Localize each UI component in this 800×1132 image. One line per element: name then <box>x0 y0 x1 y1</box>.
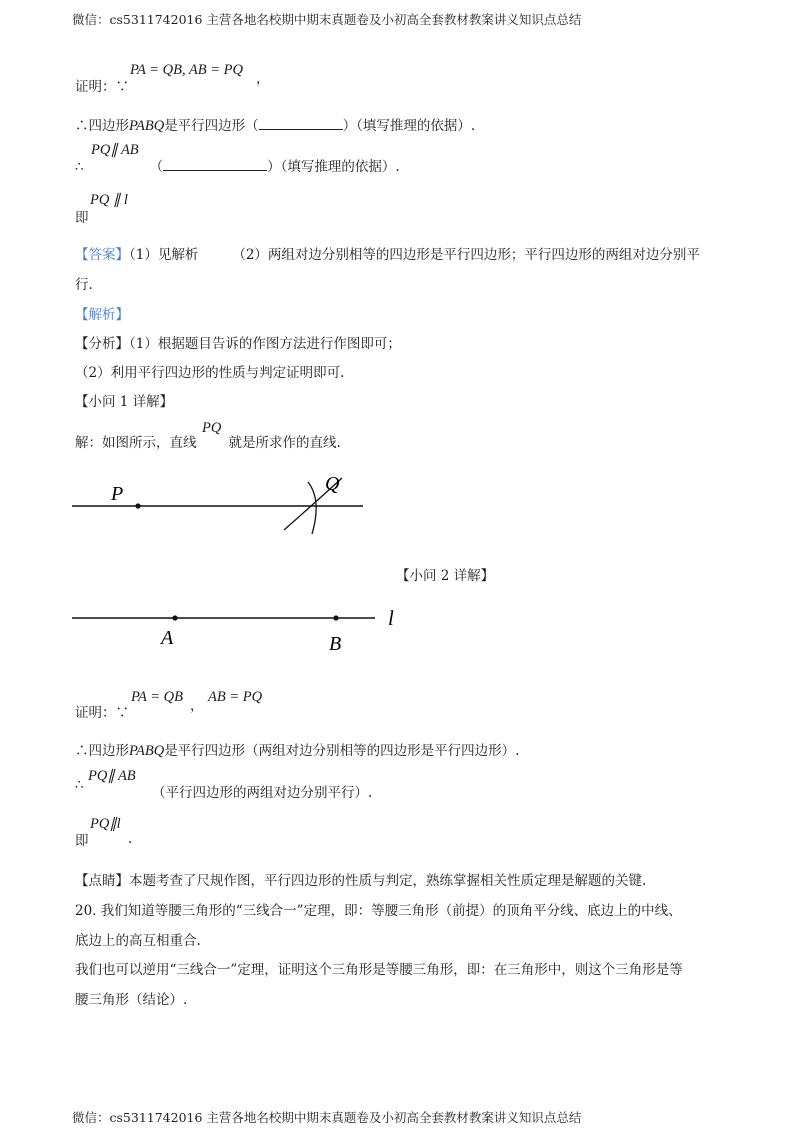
label-b: B <box>329 633 342 655</box>
q20-line3: 我们也可以逆用“三线合一”定理，证明这个三角形是等腰三角形，即：在三角形中，则这个三角形是等 <box>75 962 683 978</box>
conclusion-prefix: 即 <box>75 210 89 226</box>
dianjing-line: 【点睛】本题考查了尺规作图，平行四边形的性质与判定，熟练掌握相关性质定理是解题的关键. <box>75 873 647 889</box>
proof2-line3: （平行四边形的两组对边分别平行）. <box>152 785 373 801</box>
point-p <box>135 503 140 508</box>
proof2-parallel-math: PQ∥ AB <box>88 768 136 784</box>
proof2-math2: AB = PQ <box>208 689 263 705</box>
proof-line-parallelogram: ∴四边形PABQ是平行四边形（ ）（填写推理的依据）. <box>75 118 476 134</box>
given-condition-math: PA = QB, AB = PQ <box>130 62 244 78</box>
proof2-therefore: ∴ <box>75 777 84 793</box>
proof2-prefix: 证明：∵ <box>75 705 129 721</box>
fill-blank-2[interactable] <box>163 158 267 171</box>
proof2-comma: ， <box>190 698 204 714</box>
page-footer: 微信：cs5311742016 主营各地名校期中期末真题卷及小初高全套教材教案讲义知识点总结 <box>72 1110 582 1125</box>
conclusion-math: PQ ∥ l <box>90 192 128 208</box>
q20-line4: 腰三角形（结论）. <box>75 992 188 1008</box>
label-p: P <box>111 483 124 505</box>
point-b <box>333 615 338 620</box>
label-l: l <box>388 606 394 630</box>
given-comma: ， <box>256 71 270 87</box>
analysis-tag: 【解析】 <box>75 307 129 323</box>
sub1-math: PQ <box>202 420 222 436</box>
proof2-conclusion-prefix: 即 <box>75 833 89 849</box>
sub1-line: 解：如图所示，直线 就是所求作的直线. <box>75 435 341 451</box>
q20-line1: 20. 我们知道等腰三角形的“三线合一”定理，即：等腰三角形（前提）的顶角平分线、底边上的中线、 <box>75 903 682 919</box>
answer-cont: 行. <box>75 277 93 293</box>
sub1-title: 【小问 1 详解】 <box>75 394 174 410</box>
fenxi-line2: （2）利用平行四边形的性质与判定证明即可. <box>75 365 345 381</box>
fenxi-line1: 【分析】（1）根据题目告诉的作图方法进行作图即可； <box>75 336 401 352</box>
construction-figure <box>60 462 380 542</box>
parallel-math: PQ∥ AB <box>91 142 139 158</box>
line-l-figure <box>60 600 420 660</box>
q20-line2: 底边上的高互相重合. <box>75 933 201 949</box>
answer-tag: 【答案】 <box>75 247 129 263</box>
sub2-title: 【小问 2 详解】 <box>396 568 495 584</box>
point-a <box>172 615 177 620</box>
proof2-line2: ∴四边形PABQ是平行四边形（两组对边分别相等的四边形是平行四边形）. <box>75 743 520 759</box>
answer-line: 【答案】（1）见解析 （2）两组对边分别相等的四边形是平行四边形；平行四边形的两组对边分别平 <box>75 247 700 263</box>
proof2-conclusion-dot: . <box>128 831 133 847</box>
proof2-math1: PA = QB <box>131 689 183 705</box>
fill-blank-1[interactable] <box>259 117 343 130</box>
proof2-conclusion-math: PQ∥l <box>90 816 121 832</box>
page-header: 微信：cs5311742016 主营各地名校期中期末真题卷及小初高全套教材教案讲义知识点总结 <box>72 12 582 27</box>
label-a: A <box>161 627 174 649</box>
label-q: Q <box>325 473 340 495</box>
proof-line-parallel: ∴ （ ）（填写推理的依据）. <box>75 159 400 175</box>
proof-prefix: 证明：∵ <box>75 79 129 95</box>
